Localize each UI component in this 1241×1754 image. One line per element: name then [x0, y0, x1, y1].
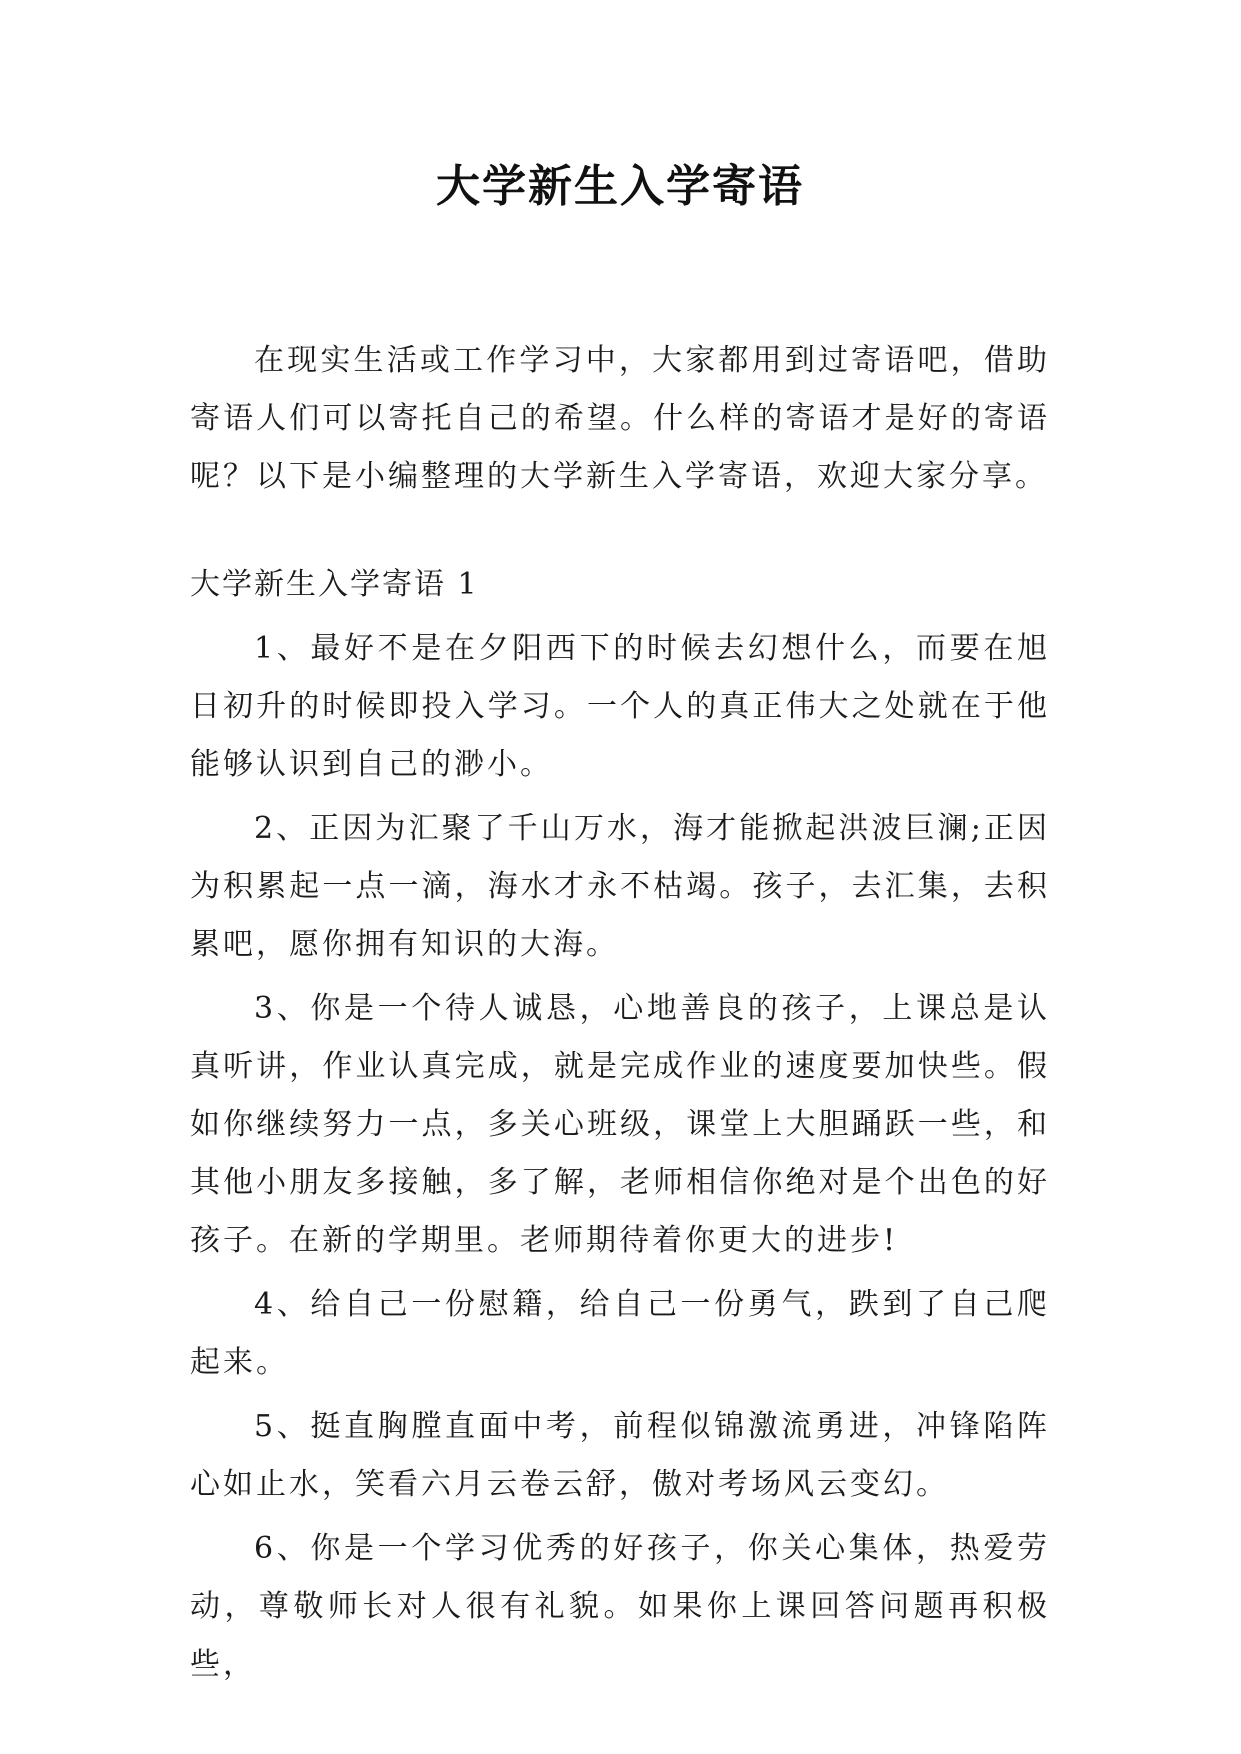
list-item: 4、给自己一份慰籍，给自己一份勇气，跌到了自己爬起来。 [190, 1287, 1050, 1380]
intro-paragraph: 在现实生活或工作学习中，大家都用到过寄语吧，借助寄语人们可以寄托自己的希望。什么样的寄语才是好的寄语呢？以下是小编整理的大学新生入学寄语，欢迎大家分享。 [190, 343, 1050, 494]
list-item: 1、最好不是在夕阳西下的时候去幻想什么，而要在旭日初升的时候即投入学习。一个人的真正伟大之处就在于他能够认识到自己的渺小。 [190, 631, 1050, 782]
list-item: 3、你是一个待人诚恳，心地善良的孩子，上课总是认真听讲，作业认真完成，就是完成作业的速度要加快些。假如你继续努力一点，多关心班级，课堂上大胆踊跃一些，和其他小朋友多接触，多了解，老师相信你绝对是个出色的好孩子。在新的学期里。老师期待着你更大的进步! [190, 991, 1050, 1258]
document-page [190, 150, 1050, 1694]
section-heading: 大学新生入学寄语 1 [190, 567, 479, 602]
document-title: 大学新生入学寄语 [436, 161, 804, 212]
list-item: 6、你是一个学习优秀的好孩子，你关心集体，热爱劳动，尊敬师长对人很有礼貌。如果你上课回答问题再积极些， [190, 1531, 1050, 1682]
list-item: 5、挺直胸膛直面中考，前程似锦激流勇进，冲锋陷阵心如止水，笑看六月云卷云舒，傲对考场风云变幻。 [190, 1409, 1050, 1502]
list-item: 2、正因为汇聚了千山万水，海才能掀起洪波巨澜;正因为积累起一点一滴，海水才永不枯竭。孩子，去汇集，去积累吧，愿你拥有知识的大海。 [190, 811, 1050, 962]
